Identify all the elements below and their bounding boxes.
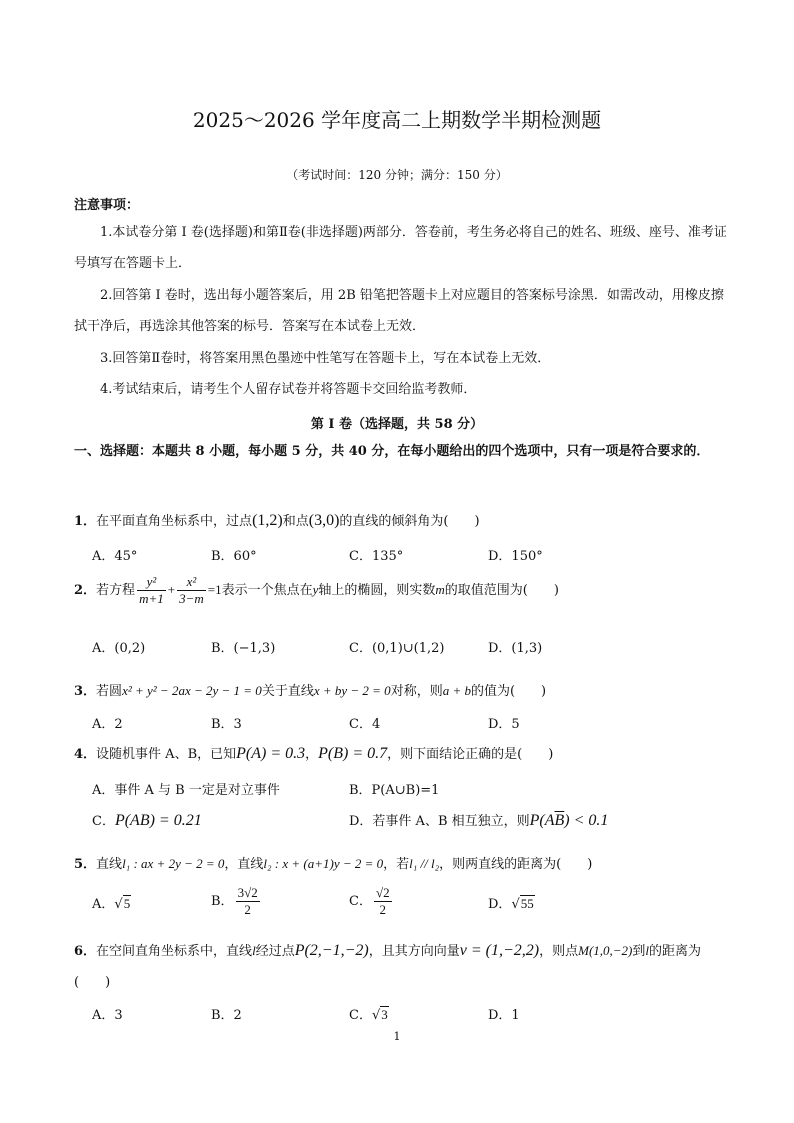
question-3: 3．若圆x² + y² − 2ax − 2y − 1 = 0关于直线x + by − 2 = 0对称，则a + b的值为( ) bbox=[74, 683, 547, 699]
q2-option-d[interactable]: D．(1,3) bbox=[488, 641, 543, 656]
section-heading: 一、选择题：本题共 8 小题，每小题 5 分，共 40 分，在每小题给出的四个选项中，只有一项是符合要求的． bbox=[74, 444, 710, 459]
q4-option-a[interactable]: A．事件 A 与 B 一定是对立事件 bbox=[92, 783, 280, 798]
q6-option-d[interactable]: D．1 bbox=[488, 1008, 520, 1023]
q3-option-c[interactable]: C．4 bbox=[349, 717, 381, 732]
q3-option-a[interactable]: A．2 bbox=[92, 717, 123, 732]
q3-option-d[interactable]: D．5 bbox=[488, 717, 520, 732]
q6-option-b[interactable]: B．2 bbox=[211, 1008, 242, 1023]
q3-option-b[interactable]: B．3 bbox=[211, 717, 242, 732]
notice-1: 1.本试卷分第 Ⅰ 卷(选择题)和第Ⅱ卷(非选择题)两部分．答卷前，考生务必将自己的姓名、班级、座号、准考证号填写在答题卡上． bbox=[74, 225, 727, 271]
q1-option-b[interactable]: B．60° bbox=[211, 549, 257, 564]
question-6: 6．在空间直角坐标系中，直线l经过点P(2,−1,−2)，且其方向向量v = (1,−2,2)，则点M(1,0,−2)到l的距离为( ) bbox=[74, 942, 702, 990]
page-title: 2025～2026 学年度高二上期数学半期检测题 bbox=[192, 108, 602, 132]
question-2: 2．若方程 $\frac{\text{y²}}{m+1}$ + $\frac{\text{x²}}{3-m}$ =1表示一个焦点在y轴上的椭圆，则实数m的取值范围为( ) bbox=[74, 574, 559, 606]
q5-option-b[interactable]: B． $\frac{3√2}{2}$ bbox=[211, 885, 258, 917]
q5-option-d[interactable]: D．√55 bbox=[488, 896, 534, 912]
notice-2: 2.回答第 I 卷时，选出每小题答案后，用 2B 铅笔把答题卡上对应题目的答案标号涂黑．如需改动，用橡皮擦拭干净后，再选涂其他答案的标号．答案写在本试卷上无效． bbox=[74, 288, 724, 334]
q4-option-d[interactable]: D．若事件 A、B 相互独立，则$P(A\overline{B}) < 0.1$ bbox=[349, 812, 609, 829]
q6-option-a[interactable]: A．3 bbox=[92, 1008, 123, 1023]
q6-option-c[interactable]: C．√3 bbox=[349, 1007, 388, 1023]
q2-option-b[interactable]: B．(−1,3) bbox=[211, 641, 276, 656]
q5-option-c[interactable]: C． $\frac{√2}{2}$ bbox=[349, 885, 390, 917]
q1-option-a[interactable]: A．45° bbox=[92, 549, 138, 564]
q2-option-a[interactable]: A．(0,2) bbox=[92, 641, 146, 656]
part-heading: 第 I 卷（选择题，共 58 分） bbox=[310, 417, 484, 432]
notice-heading: 注意事项： bbox=[74, 198, 140, 213]
question-5: 5．直线l₁ : ax + 2y − 2 = 0，直线l₂ : x + (a+1)y − 2 = 0，若l₁ // l₂，则两直线的距离为( ) bbox=[74, 856, 593, 872]
question-1: 1．在平面直角坐标系中，过点(1,2)和点(3,0)的直线的倾斜角为( ) bbox=[74, 512, 480, 529]
notice-4: 4.考试结束后，请考生个人留存试卷并将答题卡交回给监考教师． bbox=[100, 382, 477, 397]
q4-option-c[interactable]: C．P(AB) = 0.21 bbox=[92, 812, 202, 829]
page-number: 1 bbox=[393, 1030, 401, 1043]
q2-option-c[interactable]: C．(0,1)∪(1,2) bbox=[349, 641, 445, 656]
q5-option-a[interactable]: A．√5 bbox=[92, 896, 131, 912]
notice-3: 3.回答第Ⅱ卷时，将答案用黑色墨迹中性笔写在答题卡上，写在本试卷上无效． bbox=[100, 351, 551, 366]
exam-info: （考试时间：120 分钟；满分：150 分） bbox=[286, 168, 508, 182]
q1-option-d[interactable]: D．150° bbox=[488, 549, 543, 564]
question-4: 4．设随机事件 A、B，已知P(A) = 0.3，P(B) = 0.7，则下面结论正确的是( ) bbox=[74, 745, 554, 762]
q4-option-b[interactable]: B．P(A∪B)=1 bbox=[349, 783, 440, 798]
q1-option-c[interactable]: C．135° bbox=[349, 549, 404, 564]
